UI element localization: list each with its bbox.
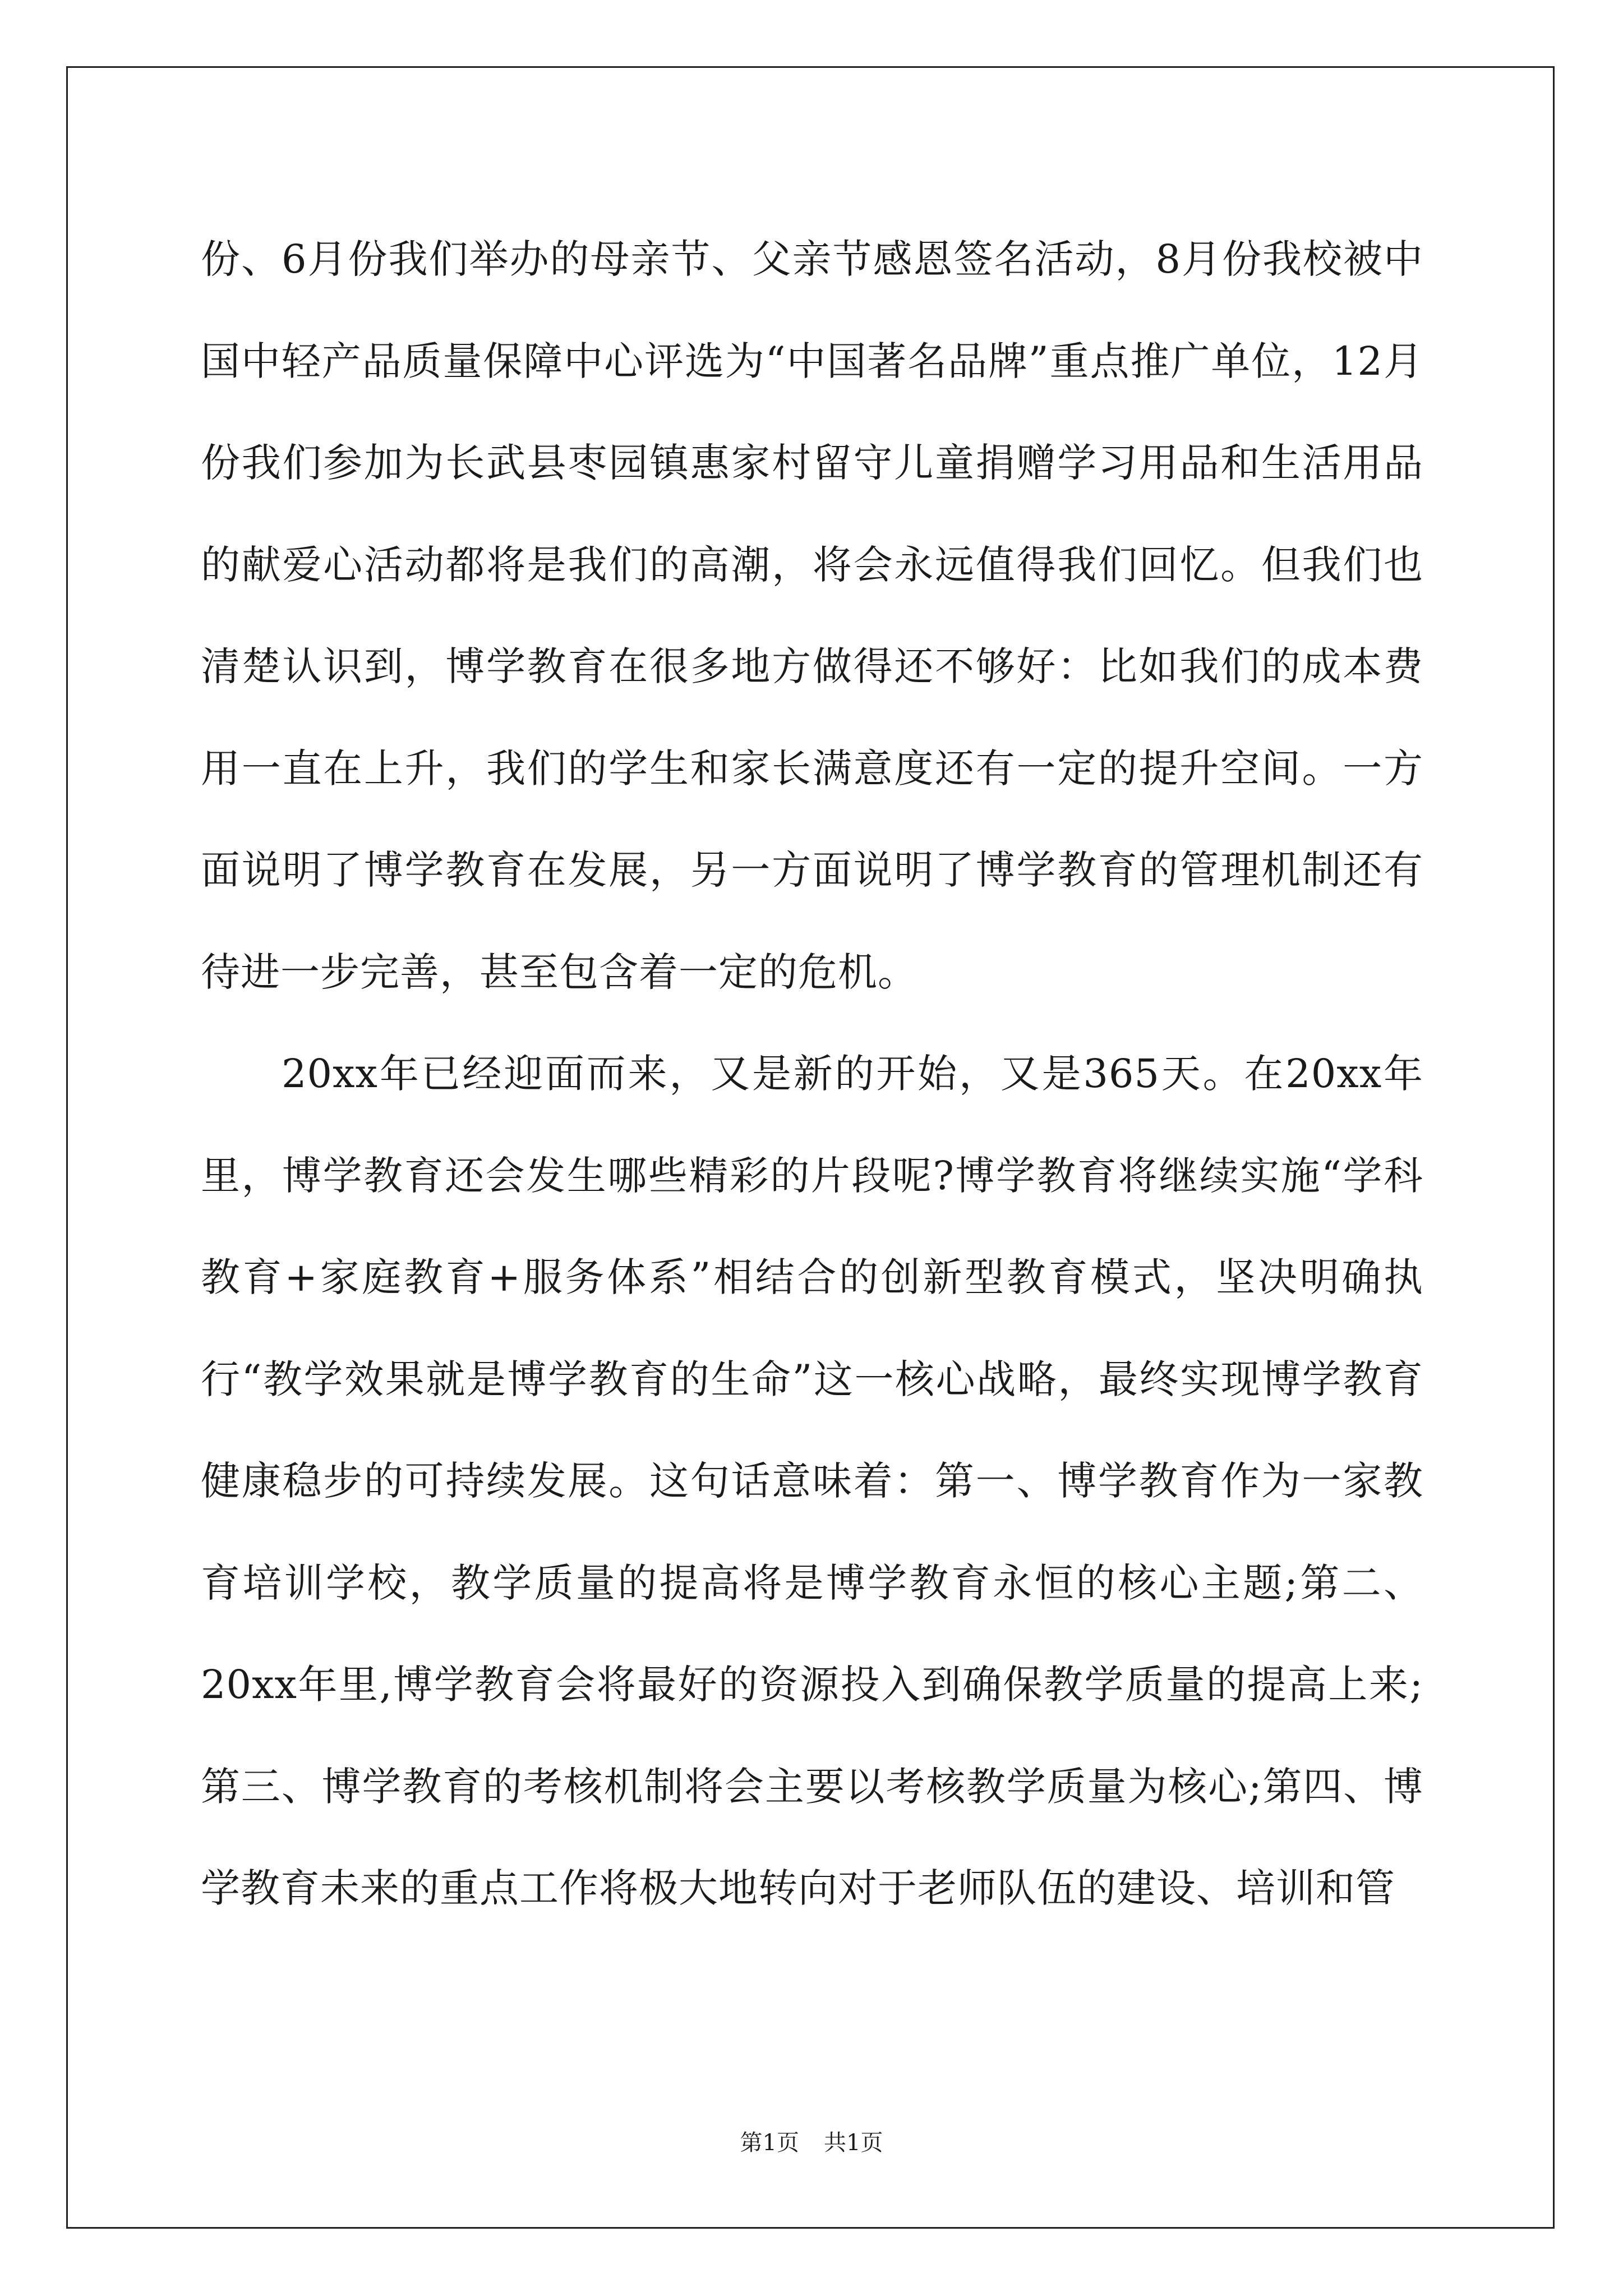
page-footer: [0, 2125, 1623, 2157]
page-number-current: 第1页: [740, 2130, 799, 2156]
document-body: [201, 209, 1423, 1940]
paragraph-2: 20xx年已经迎面而来，又是新的开始，又是365天。在20xx年里，博学教育还会发生哪些精彩的片段呢?博学教育将继续实施“学科教育+家庭教育+服务体系”相结合的创新型教育模式，坚决明确执行“教学效果就是博学教育的生命”这一核心战略，最终实现博学教育健康稳步的可持续发展。这句话意味着：第一、博学教育作为一家教育培训学校，教学质量的提高将是博学教育永恒的核心主题;第二、20xx年里,博学教育会将最好的资源投入到确保教学质量的提高上来;第三、博学教育的考核机制将会主要以考核教学质量为核心;第四、博学教育未来的重点工作将极大地转向对于老师队伍的建设、培训和管: [201, 1051, 1423, 1911]
page-number-total: 共1页: [824, 2130, 883, 2156]
paragraph-1: 份、6月份我们举办的母亲节、父亲节感恩签名活动，8月份我校被中国中轻产品质量保障中心评选为“中国著名品牌”重点推广单位，12月份我们参加为长武县枣园镇惠家村留守儿童捐赠学习用品和生活用品的献爱心活动都将是我们的高潮，将会永远值得我们回忆。但我们也清楚认识到，博学教育在很多地方做得还不够好：比如我们的成本费用一直在上升，我们的学生和家长满意度还有一定的提升空间。一方面说明了博学教育在发展，另一方面说明了博学教育的管理机制还有待进一步完善，甚至包含着一定的危机。: [201, 236, 1423, 995]
